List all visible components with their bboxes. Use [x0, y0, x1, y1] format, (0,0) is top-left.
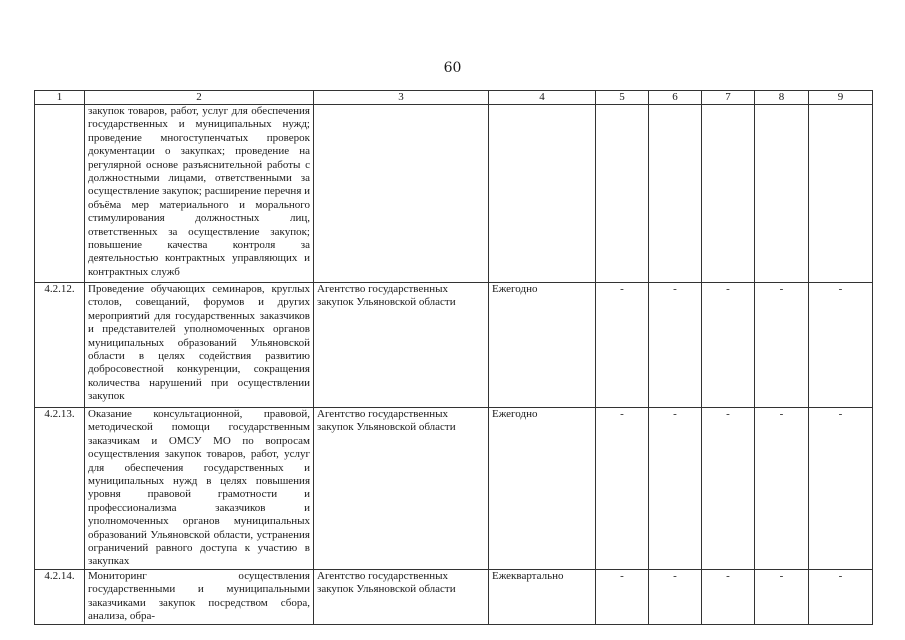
- item-col7: -: [702, 408, 755, 570]
- item-col6: -: [649, 283, 702, 408]
- item-col9: -: [809, 569, 873, 624]
- column-header: 1: [35, 91, 85, 105]
- item-col5: -: [596, 283, 649, 408]
- item-term: Ежегодно: [489, 408, 596, 570]
- column-header: 4: [489, 91, 596, 105]
- column-header: 3: [314, 91, 489, 105]
- item-col5: -: [596, 569, 649, 624]
- item-description: Оказание консультационной, правовой, методической помощи государственным заказчикам и ОМСУ МО по вопросам осуществления закупок товаров, работ, услуг для обеспечения государственных и муниципальных нужд в целях повышения уровня правовой грамотности и профессионализма заказчиков и уполномоченных органов муниципальных образований Ульяновской области, устранения ограничений равного доступа к участию в закупках: [85, 408, 314, 570]
- item-term: [489, 105, 596, 283]
- item-col7: [702, 105, 755, 283]
- column-header: 2: [85, 91, 314, 105]
- item-col5: -: [596, 408, 649, 570]
- item-col8: -: [755, 408, 809, 570]
- item-col9: -: [809, 408, 873, 570]
- table-row: [35, 283, 873, 408]
- column-header: 8: [755, 91, 809, 105]
- item-col6: -: [649, 569, 702, 624]
- item-executor: Агентство государственных закупок Ульяновской области: [314, 283, 489, 408]
- item-col6: -: [649, 408, 702, 570]
- item-number: 4.2.13.: [35, 408, 85, 570]
- column-header: 5: [596, 91, 649, 105]
- column-header: 6: [649, 91, 702, 105]
- table-row: [35, 569, 873, 624]
- item-col9: [809, 105, 873, 283]
- item-number: 4.2.12.: [35, 283, 85, 408]
- item-executor: [314, 105, 489, 283]
- table-row: [35, 408, 873, 570]
- item-col8: -: [755, 283, 809, 408]
- item-col6: [649, 105, 702, 283]
- item-col8: -: [755, 569, 809, 624]
- item-description: закупок товаров, работ, услуг для обеспечения государственных и муниципальных нужд; проведение многоступенчатых проверок документации о закупках; проведение на регулярной основе разъяснительной работы с должностными лицами, ответственными за осуществление закупок; расширение перечня и объёма мер материального и морального стимулирования должностных лиц, ответственных за осуществление закупок; повышение качества контроля за деятельностью контрактных управляющих и контрактных служб: [85, 105, 314, 283]
- item-term: Ежегодно: [489, 283, 596, 408]
- item-term: Ежеквартально: [489, 569, 596, 624]
- item-col7: -: [702, 283, 755, 408]
- document-table: [34, 90, 873, 625]
- item-description: Мониторинг осуществления государственными и муниципальными заказчиками закупок посредством сбора, анализа, обра-: [85, 569, 314, 624]
- item-col5: [596, 105, 649, 283]
- column-header: 9: [809, 91, 873, 105]
- item-description: Проведение обучающих семинаров, круглых столов, совещаний, форумов и других мероприятий для государственных заказчиков и представителей уполномоченных органов муниципальных образований Ульяновской области в целях содействия развитию добросовестной конкуренции, сокращения количества нарушений при осуществлении закупок: [85, 283, 314, 408]
- item-number: 4.2.14.: [35, 569, 85, 624]
- item-executor: Агентство государственных закупок Ульяновской области: [314, 408, 489, 570]
- item-col8: [755, 105, 809, 283]
- header-row: [35, 91, 873, 105]
- column-header: 7: [702, 91, 755, 105]
- table-row: [35, 105, 873, 283]
- page-number: 60: [443, 60, 462, 76]
- item-number: [35, 105, 85, 283]
- item-col9: -: [809, 283, 873, 408]
- item-col7: -: [702, 569, 755, 624]
- item-executor: Агентство государственных закупок Ульяновской области: [314, 569, 489, 624]
